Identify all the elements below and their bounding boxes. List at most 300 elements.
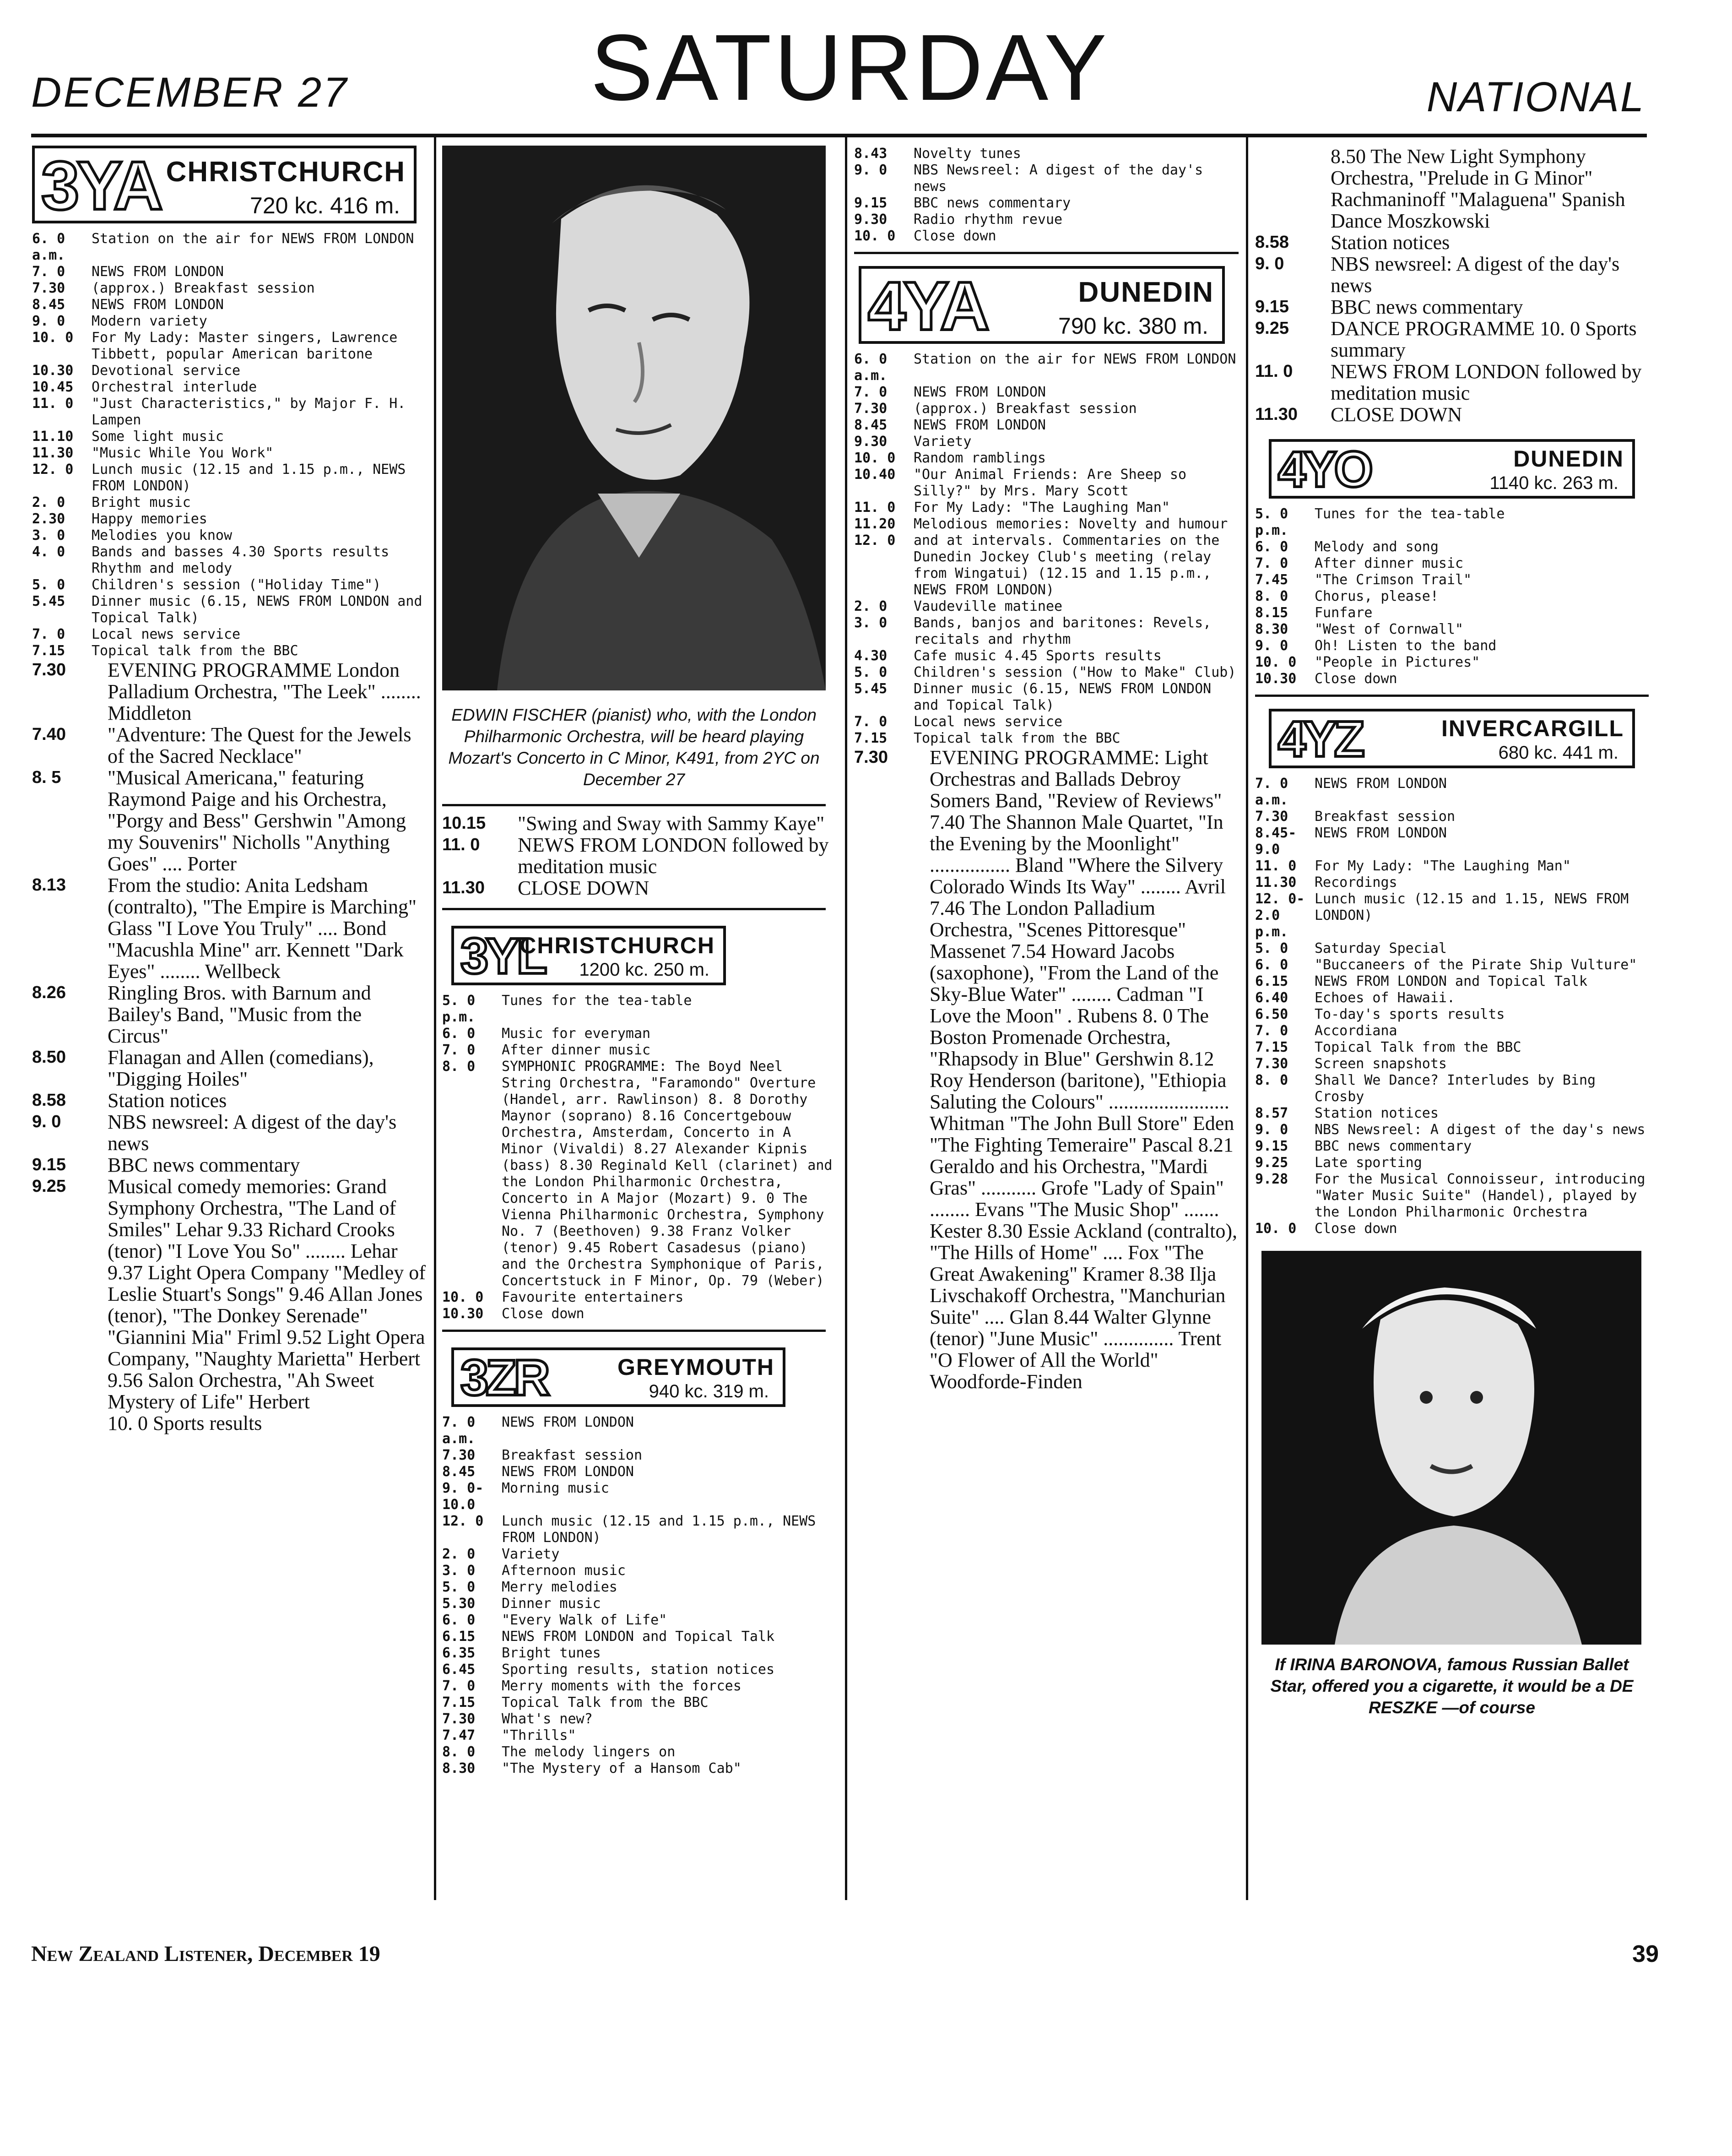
time: 3. 0 bbox=[854, 615, 888, 631]
time: 6.35 bbox=[442, 1645, 476, 1661]
programme: Orchestral interlude bbox=[92, 379, 257, 395]
time: 11.30 bbox=[1255, 405, 1298, 424]
time: 11. 0 bbox=[1255, 858, 1297, 874]
time: 7.15 bbox=[854, 730, 888, 746]
programme: NEWS FROM LONDON bbox=[914, 417, 1046, 433]
programme: Bands and basses 4.30 Sports results Rhythm and melody bbox=[92, 544, 390, 576]
programme: From the studio: Anita Ledsham (contralto), "The Empire is Marching" Glass "I Love You Truly" .... Bond "Macushla Mine" arr. Kennett "Dark Eyes" ........ Wellbeck bbox=[108, 874, 417, 983]
time: 7.30 bbox=[32, 280, 65, 296]
schedule-row bbox=[1255, 555, 1649, 572]
time: 5. 0 bbox=[854, 664, 888, 680]
programme: Tunes for the tea-table bbox=[1315, 506, 1505, 522]
time: 6. 0 bbox=[1255, 539, 1288, 555]
photo-irina-baronova bbox=[1261, 1251, 1641, 1645]
time: 6. 0 a.m. bbox=[32, 231, 65, 263]
schedule-row bbox=[854, 162, 1239, 195]
schedule-row bbox=[1255, 539, 1649, 555]
time: 10. 0 bbox=[1255, 1221, 1297, 1237]
programme: BBC news commentary bbox=[914, 195, 1071, 211]
schedule-row bbox=[442, 1678, 836, 1694]
programme: Bright tunes bbox=[502, 1645, 601, 1661]
station-frequency: 1140 kc. 263 m. bbox=[1489, 473, 1618, 493]
schedule-row bbox=[32, 297, 426, 313]
schedule-row bbox=[854, 228, 1239, 244]
station-frequency: 720 kc. 416 m. bbox=[250, 193, 400, 218]
programme: Close down bbox=[1315, 671, 1397, 687]
schedule-row bbox=[1255, 1056, 1649, 1072]
programme: Radio rhythm revue bbox=[914, 212, 1063, 228]
time: 6.15 bbox=[1255, 973, 1288, 989]
schedule-row bbox=[1255, 361, 1649, 404]
programme: For the Musical Connoisseur, introducing "Water Music Suite" (Handel), played by the London Philharmonic Orchestra bbox=[1315, 1171, 1645, 1220]
schedule-row bbox=[1255, 572, 1649, 588]
time: 10.30 bbox=[1255, 671, 1297, 687]
programme: NEWS FROM LONDON followed by meditation music bbox=[518, 834, 829, 878]
station-city: DUNEDIN bbox=[1078, 277, 1214, 308]
programme: EVENING PROGRAMME London Palladium Orchestra, "The Leek" ........ Middleton bbox=[108, 659, 421, 724]
time: 11. 0 bbox=[1255, 362, 1293, 381]
time: 11.30 bbox=[1255, 874, 1297, 891]
time: 9. 0 bbox=[32, 1112, 61, 1131]
time: 9.25 bbox=[32, 1177, 66, 1196]
column-3 bbox=[854, 146, 1239, 1392]
schedule-row bbox=[32, 874, 426, 982]
schedule-row bbox=[32, 396, 426, 429]
programme: NEWS FROM LONDON bbox=[92, 264, 224, 280]
schedule-row bbox=[1255, 1155, 1649, 1171]
programme: NEWS FROM LONDON bbox=[914, 384, 1046, 400]
schedule-row bbox=[442, 1662, 836, 1678]
programme: "Just Characteristics," by Major F. H. Lampen bbox=[92, 396, 406, 428]
time: 5.30 bbox=[442, 1596, 476, 1612]
programme: NEWS FROM LONDON bbox=[1315, 825, 1447, 841]
schedule-row bbox=[442, 1563, 836, 1579]
programme: For My Lady: "The Laughing Man" bbox=[1315, 858, 1571, 874]
programme: Saturday Special bbox=[1315, 940, 1447, 956]
programme: Variety bbox=[502, 1546, 560, 1562]
time: 8.45-9.0 bbox=[1255, 825, 1297, 858]
divider bbox=[442, 1330, 826, 1332]
schedule-row bbox=[442, 1306, 836, 1322]
programme: Station on the air for NEWS FROM LONDON bbox=[914, 351, 1236, 367]
programme: For My Lady: "The Laughing Man" bbox=[914, 500, 1170, 516]
programme: CLOSE DOWN bbox=[518, 877, 650, 899]
schedule-row bbox=[32, 659, 426, 724]
time: 8.58 bbox=[32, 1091, 66, 1110]
time: 10. 0 bbox=[854, 228, 896, 244]
programme: Children's session ("Holiday Time") bbox=[92, 577, 381, 593]
programme: Station on the air for NEWS FROM LONDON bbox=[92, 231, 414, 247]
station-logo-4ya bbox=[859, 266, 1225, 344]
schedule-row bbox=[1255, 638, 1649, 654]
schedule-row bbox=[32, 1090, 426, 1111]
programme: For My Lady: Master singers, Lawrence Tibbett, popular American baritone bbox=[92, 330, 398, 362]
time: 7. 0 a.m. bbox=[442, 1414, 476, 1447]
programme: Lunch music (12.15 and 1.15 p.m., NEWS FROM LONDON) bbox=[502, 1513, 816, 1546]
schedule-row bbox=[442, 1744, 836, 1760]
time: 10.45 bbox=[32, 379, 74, 395]
time: 5. 0 bbox=[1255, 940, 1288, 956]
programme: Local news service bbox=[914, 714, 1063, 730]
schedule-row bbox=[1255, 1072, 1649, 1105]
schedule-row bbox=[32, 429, 426, 445]
schedule-row bbox=[32, 264, 426, 280]
schedule-3zr bbox=[442, 1414, 836, 1777]
time: 9.25 bbox=[1255, 319, 1289, 338]
time: 6. 0 bbox=[442, 1026, 476, 1042]
time: 8.15 bbox=[1255, 605, 1288, 621]
time: 5. 0 p.m. bbox=[442, 993, 476, 1025]
programme: NBS newsreel: A digest of the day's news bbox=[108, 1111, 397, 1155]
schedule-row bbox=[854, 500, 1239, 516]
photo-edwin-fischer bbox=[442, 146, 826, 690]
programme: Musical comedy memories: Grand Symphony Orchestra, "The Land of Smiles" Lehar 9.33 Richard Crooks (tenor) "I Love You So" ........ Lehar 9.37 Light Opera Company "Medley of Leslie Stuart's Songs" 9.46 Allan Jones (tenor), "The Donkey Serenade" "Giannini Mia" Friml 9.52 Light Opera Company, "Naughty Marietta" Herbert 9.56 Salon Orchestra, "Ah Sweet Mystery of Life" Herbert bbox=[108, 1175, 426, 1413]
programme: NEWS FROM LONDON bbox=[502, 1464, 634, 1480]
schedule-row bbox=[442, 1464, 836, 1480]
portrait-image bbox=[442, 146, 826, 690]
schedule-row bbox=[1255, 825, 1649, 858]
time: 7. 0 bbox=[1255, 1023, 1288, 1039]
schedule-row bbox=[442, 813, 836, 834]
time: 10.30 bbox=[32, 363, 74, 379]
programme: Station notices bbox=[108, 1089, 227, 1112]
schedule-row bbox=[854, 730, 1239, 747]
schedule-row bbox=[1255, 940, 1649, 957]
programme: After dinner music bbox=[502, 1042, 651, 1058]
schedule-row bbox=[442, 1447, 836, 1464]
programme: Flanagan and Allen (comedians), "Digging Hoiles" bbox=[108, 1046, 374, 1090]
time: 9.28 bbox=[1255, 1171, 1288, 1187]
time: 5. 0 bbox=[32, 577, 65, 593]
schedule-row bbox=[854, 598, 1239, 615]
photo-caption: EDWIN FISCHER (pianist) who, with the London Philharmonic Orchestra, will be heard playing Mozart's Concerto in C Minor, K491, from 2YC on December 27 bbox=[448, 706, 820, 789]
page-number: 39 bbox=[1632, 1941, 1659, 1967]
divider bbox=[854, 252, 1239, 254]
programme: Favourite entertainers bbox=[502, 1289, 684, 1305]
schedule-row bbox=[854, 615, 1239, 648]
time: 12. 0-2.0 p.m. bbox=[1255, 891, 1305, 940]
time: 8.58 bbox=[1255, 233, 1289, 252]
programme: Dinner music bbox=[502, 1596, 601, 1612]
time: 10.30 bbox=[442, 1306, 484, 1322]
programme: Topical talk from the BBC bbox=[92, 643, 298, 659]
schedule-row bbox=[854, 648, 1239, 664]
schedule-row bbox=[442, 1289, 836, 1306]
time: 8. 0 bbox=[442, 1059, 476, 1075]
programme: "Music While You Work" bbox=[92, 445, 274, 461]
issue-date: DECEMBER 27 bbox=[31, 69, 349, 116]
programme: Oh! Listen to the band bbox=[1315, 638, 1497, 654]
schedule-row bbox=[1255, 973, 1649, 990]
programme: NEWS FROM LONDON and Topical Talk bbox=[1315, 973, 1588, 989]
schedule-row bbox=[1255, 1171, 1649, 1221]
schedule-row bbox=[442, 1645, 836, 1662]
footer-publication: New Zealand Listener, December 19 bbox=[31, 1942, 380, 1966]
network-label: NATIONAL bbox=[1426, 74, 1645, 120]
time: 10. 0 bbox=[442, 1289, 484, 1305]
schedule-row bbox=[854, 417, 1239, 434]
time: 5. 0 p.m. bbox=[1255, 506, 1288, 538]
time: 7. 0 bbox=[32, 626, 65, 642]
programme: Breakfast session bbox=[502, 1447, 643, 1463]
time: 9.15 bbox=[32, 1155, 66, 1174]
time: 9.25 bbox=[1255, 1155, 1288, 1171]
programme: NEWS FROM LONDON bbox=[1315, 776, 1447, 792]
station-city: CHRISTCHURCH bbox=[520, 933, 715, 958]
time: 10.40 bbox=[854, 467, 896, 483]
schedule-row bbox=[1255, 146, 1649, 232]
programme: Accordiana bbox=[1315, 1023, 1397, 1039]
programme: Late sporting bbox=[1315, 1155, 1422, 1171]
schedule-row bbox=[1255, 654, 1649, 671]
time: 8.30 bbox=[442, 1760, 476, 1776]
programme: Sporting results, station notices bbox=[502, 1662, 775, 1678]
schedule-3zr-continued bbox=[854, 146, 1239, 244]
programme: Close down bbox=[502, 1306, 585, 1322]
schedule-row bbox=[442, 1059, 836, 1289]
time: 7.45 bbox=[1255, 572, 1288, 588]
time: 6.45 bbox=[442, 1662, 476, 1678]
schedule-row bbox=[854, 467, 1239, 500]
programme: Screen snapshots bbox=[1315, 1056, 1447, 1072]
programme: 8.50 The New Light Symphony Orchestra, "Prelude in G Minor" Rachmaninoff "Malaguena" Spanish Dance Moszkowski bbox=[1331, 145, 1625, 232]
programme: CLOSE DOWN bbox=[1331, 403, 1462, 426]
programme: "Buccaneers of the Pirate Ship Vulture" bbox=[1315, 957, 1637, 973]
schedule-row bbox=[1255, 776, 1649, 809]
programme: What's new? bbox=[502, 1711, 593, 1727]
programme: "Swing and Sway with Sammy Kaye" bbox=[518, 812, 825, 835]
schedule-row bbox=[854, 384, 1239, 401]
schedule-row bbox=[442, 877, 836, 899]
schedule-row bbox=[1255, 605, 1649, 621]
schedule-row bbox=[1255, 588, 1649, 605]
schedule-row bbox=[32, 527, 426, 544]
programme: Modern variety bbox=[92, 313, 207, 329]
programme: NBS Newsreel: A digest of the day's news bbox=[1315, 1122, 1645, 1138]
schedule-row bbox=[32, 1111, 426, 1154]
advert-caption: If IRINA BARONOVA, famous Russian Ballet Star, offered you a cigarette, it would be a DE RESZKE —of course bbox=[1270, 1655, 1634, 1717]
time: 7.30 bbox=[854, 748, 888, 767]
time: 2. 0 bbox=[854, 598, 888, 614]
programme: (approx.) Breakfast session bbox=[92, 280, 315, 296]
time: 10. 0 bbox=[854, 450, 896, 466]
schedule-row bbox=[1255, 1221, 1649, 1237]
schedule-row bbox=[1255, 809, 1649, 825]
call-sign: 4YO bbox=[1278, 441, 1371, 498]
column-2 bbox=[442, 146, 836, 1777]
programme: "Musical Americana," featuring Raymond Paige and his Orchestra, "Porgy and Bess" Gershwin "Among my Souvenirs" Nicholls "Anything Goes" .... Porter bbox=[108, 766, 406, 875]
schedule-row bbox=[32, 313, 426, 330]
station-logo-4yo bbox=[1269, 439, 1635, 499]
time: 7. 0 bbox=[854, 714, 888, 730]
schedule-4yo bbox=[1255, 506, 1649, 687]
schedule-row bbox=[854, 146, 1239, 162]
station-logo-3zr bbox=[451, 1347, 785, 1407]
time: 7.15 bbox=[442, 1694, 476, 1711]
schedule-row bbox=[854, 195, 1239, 212]
time: 6.50 bbox=[1255, 1006, 1288, 1022]
schedule-row bbox=[854, 681, 1239, 714]
time: 9. 0 bbox=[1255, 638, 1288, 654]
station-city: GREYMOUTH bbox=[617, 1354, 774, 1380]
time: 7. 0 bbox=[1255, 555, 1288, 571]
time: 7.40 bbox=[32, 725, 66, 744]
time: 5.45 bbox=[32, 593, 65, 609]
time: 9.15 bbox=[854, 195, 888, 211]
column-divider bbox=[434, 137, 436, 1900]
schedule-row bbox=[32, 626, 426, 643]
evening-programme-3ya bbox=[32, 659, 426, 1434]
time: 8.45 bbox=[32, 297, 65, 313]
schedule-row bbox=[442, 1026, 836, 1042]
schedule-row bbox=[32, 1047, 426, 1090]
call-sign: 4YA bbox=[868, 267, 987, 344]
schedule-row bbox=[854, 434, 1239, 450]
schedule-row bbox=[32, 577, 426, 593]
schedule-row bbox=[442, 1546, 836, 1563]
programme: Funfare bbox=[1315, 605, 1373, 621]
time: 2. 0 bbox=[32, 494, 65, 510]
schedule-row bbox=[1255, 1105, 1649, 1122]
schedule-row bbox=[442, 1612, 836, 1629]
time: 7.30 bbox=[1255, 1056, 1288, 1072]
schedule-row bbox=[32, 379, 426, 396]
time: 10.15 bbox=[442, 814, 486, 833]
programme: Afternoon music bbox=[502, 1563, 626, 1579]
time: 9.15 bbox=[1255, 1138, 1288, 1154]
station-frequency: 790 kc. 380 m. bbox=[1058, 313, 1208, 339]
programme: Chorus, please! bbox=[1315, 588, 1439, 604]
programme: NEWS FROM LONDON bbox=[92, 297, 224, 313]
schedule-4yz bbox=[1255, 776, 1649, 1237]
time: 8.57 bbox=[1255, 1105, 1288, 1121]
column-4 bbox=[1255, 146, 1649, 1718]
time: 7. 0 bbox=[442, 1678, 476, 1694]
schedule-4ya bbox=[854, 351, 1239, 747]
time: 7. 0 bbox=[32, 264, 65, 280]
programme: Topical Talk from the BBC bbox=[502, 1694, 709, 1711]
time: 7. 0 a.m. bbox=[1255, 776, 1288, 808]
column-divider bbox=[845, 137, 847, 1900]
schedule-row bbox=[1255, 318, 1649, 361]
programme: Morning music bbox=[502, 1480, 609, 1496]
page-title: SATURDAY bbox=[590, 15, 1110, 120]
programme: Breakfast session bbox=[1315, 809, 1456, 825]
programme: SYMPHONIC PROGRAMME: The Boyd Neel String Orchestra, "Faramondo" Overture (Handel, arr. Rawlinson) 8. 8 Dorothy Maynor (soprano) 8.16 Concertgebouw Orchestra, Amsterdam, Concerto in A Minor (Vivaldi) 8.27 Alexander Kipnis (bass) 8.30 Reginald Kell (clarinet) and the London Philharmonic Orchestra, Concerto in A Major (Mozart) 9. 0 The Vienna Philharmonic Orchestra, Symphony No. 7 (Beethoven) 9.38 Franz Volker (tenor) 9.45 Robert Casadesus (piano) and the Orchestra Symphonique of Paris, Concertstuck in F Minor, Op. 79 (Weber) bbox=[502, 1059, 833, 1289]
schedule-row bbox=[32, 511, 426, 527]
time: 8.50 bbox=[32, 1048, 66, 1067]
schedule-row bbox=[442, 1727, 836, 1744]
programme: Shall We Dance? Interludes by Bing Crosby bbox=[1315, 1072, 1596, 1105]
schedule-row bbox=[1255, 1039, 1649, 1056]
programme: NEWS FROM LONDON followed by meditation music bbox=[1331, 360, 1642, 404]
schedule-row bbox=[442, 1480, 836, 1513]
time: 8. 0 bbox=[442, 1744, 476, 1760]
programme: and at intervals. Commentaries on the Dunedin Jockey Club's meeting (relay from Wingatui) (12.15 and 1.15 p.m., NEWS FROM LONDON) bbox=[914, 532, 1220, 598]
schedule-row bbox=[442, 993, 836, 1026]
column-1 bbox=[32, 146, 426, 1434]
schedule-row bbox=[32, 593, 426, 626]
programme: BBC news commentary bbox=[1315, 1138, 1472, 1154]
call-sign: 3YA bbox=[41, 147, 161, 224]
schedule-row bbox=[442, 1711, 836, 1727]
time: 7.15 bbox=[32, 643, 65, 659]
time: 7.30 bbox=[442, 1447, 476, 1463]
schedule-row bbox=[854, 664, 1239, 681]
schedule-row bbox=[1255, 891, 1649, 940]
schedule-row bbox=[442, 1414, 836, 1447]
programme: Children's session ("How to Make" Club) bbox=[914, 664, 1236, 680]
station-frequency: 940 kc. 319 m. bbox=[649, 1381, 769, 1401]
schedule-row bbox=[854, 532, 1239, 598]
time: 8.26 bbox=[32, 983, 66, 1002]
time: 12. 0 bbox=[854, 532, 896, 549]
time: 6. 0 bbox=[442, 1612, 476, 1628]
time: 9. 0 bbox=[1255, 254, 1284, 273]
time: 4.30 bbox=[854, 648, 888, 664]
programme: Echoes of Hawaii. bbox=[1315, 990, 1456, 1006]
time: 9.15 bbox=[1255, 297, 1289, 316]
time bbox=[1255, 146, 1331, 232]
time: 12. 0 bbox=[32, 462, 74, 478]
station-city: DUNEDIN bbox=[1513, 446, 1624, 472]
schedule-row bbox=[32, 445, 426, 462]
schedule-row bbox=[442, 1694, 836, 1711]
time: 10. 0 bbox=[1255, 654, 1297, 670]
time: 8.45 bbox=[442, 1464, 476, 1480]
station-logo-3yl bbox=[451, 926, 726, 985]
schedule-row bbox=[1255, 858, 1649, 874]
programme: EVENING PROGRAMME: Light Orchestras and Ballads Debroy Somers Band, "Review of Reviews" 7.40 The Shannon Male Quartet, "In the Evening by the Moonlight" ................ Bland "Where the Silvery Colorado Winds Its Way" ........ Avril 7.46 The London Palladium Orchestra, "Scenes Pittoresque" Massenet 7.54 Howard Jacobs (saxophone), "From the Land of the Sky-Blue Water" ........ Cadman "I Love the Moon" . Rubens 8. 0 The Boston Promenade Orchestra, "Rhapsody in Blue" Gershwin 8.12 Roy Henderson (baritone), "Ethiopia Saluting the Colours" ........................ Whitman "The John Bull Store" Eden "The Fighting Temeraire" Pascal 8.21 Geraldo and his Orchestra, "Mardi Gras" ........... Grofe "Lady of Spain" ........ Evans "The Music Shop" ....... Kester 8.30 Essie Ackland (contralto), "The Hills of Home" .... Fox "The Great Awakening" Kramer 8.38 Ilja Livschakoff Orchestra, "Manchurian Suite" .... Glan 8.44 Walter Glynne (tenor) "June Music" .............. Trent "O Flower of All the World" Woodforde-Finden bbox=[930, 746, 1238, 1393]
programme: Lunch music (12.15 and 1.15 p.m., NEWS FROM LONDON) bbox=[92, 462, 406, 494]
programme: Ringling Bros. with Barnum and Bailey's Band, "Music from the Circus" bbox=[108, 982, 371, 1047]
call-sign: 3ZR bbox=[460, 1350, 547, 1406]
time: 7.30 bbox=[854, 401, 888, 417]
programme: Music for everyman bbox=[502, 1026, 651, 1042]
time: 7.30 bbox=[442, 1711, 476, 1727]
programme: BBC news commentary bbox=[1331, 296, 1523, 318]
programme: NEWS FROM LONDON and Topical Talk bbox=[502, 1629, 775, 1645]
station-city: INVERCARGILL bbox=[1441, 716, 1624, 741]
time: 8.43 bbox=[854, 146, 888, 162]
station-city: CHRISTCHURCH bbox=[166, 156, 406, 188]
programme: Dinner music (6.15, NEWS FROM LONDON and Topical Talk) bbox=[914, 681, 1212, 713]
time: 11.20 bbox=[854, 516, 896, 532]
schedule-row bbox=[32, 494, 426, 511]
programme: Novelty tunes bbox=[914, 146, 1021, 162]
portrait-image bbox=[1261, 1251, 1641, 1645]
schedule-row bbox=[854, 516, 1239, 532]
schedule-3yl bbox=[442, 993, 836, 1322]
schedule-row bbox=[32, 1412, 426, 1434]
schedule-row bbox=[854, 212, 1239, 228]
time: 8.30 bbox=[1255, 621, 1288, 637]
time: 10. 0 bbox=[32, 330, 74, 346]
time: 6.15 bbox=[442, 1629, 476, 1645]
schedule-row bbox=[442, 1579, 836, 1596]
schedule-row bbox=[1255, 404, 1649, 425]
time: 3. 0 bbox=[442, 1563, 476, 1579]
schedule-row bbox=[32, 1154, 426, 1176]
schedule-row bbox=[854, 401, 1239, 417]
programme: "Our Animal Friends: Are Sheep so Silly?" by Mrs. Mary Scott bbox=[914, 467, 1187, 499]
time: 7. 0 bbox=[854, 384, 888, 400]
time: 2. 0 bbox=[442, 1546, 476, 1562]
schedule-row bbox=[1255, 253, 1649, 296]
divider bbox=[442, 804, 826, 806]
programme: BBC news commentary bbox=[108, 1154, 300, 1176]
programme: NBS Newsreel: A digest of the day's news bbox=[914, 162, 1203, 195]
